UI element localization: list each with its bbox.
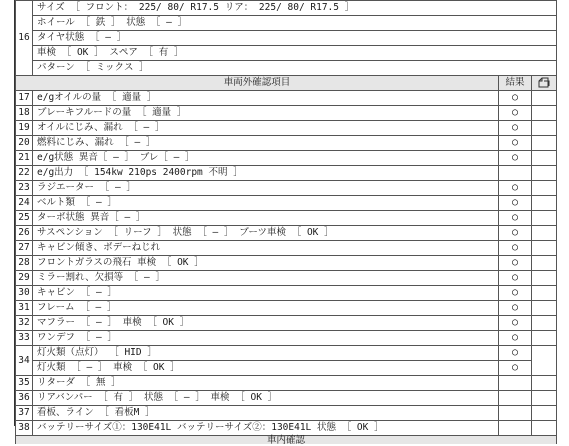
result-mark: ○: [499, 286, 532, 301]
result-mark: ○: [499, 181, 532, 196]
table-row: [16, 151, 557, 166]
item-text: フロントガラスの飛石 車検 ［ OK ］: [33, 256, 499, 271]
note-cell: [532, 196, 557, 211]
inspection-table: [15, 0, 557, 444]
item-text: バッテリーサイズ①：130E41L バッテリーサイズ②：130E41L 状態 ［ OK ］: [33, 421, 499, 436]
note-cell: [532, 271, 557, 286]
item-text: ミラー割れ、欠損等 ［ — ］: [33, 271, 499, 286]
table-row: [16, 361, 557, 376]
row-number: 17: [16, 91, 33, 106]
item-text: 看板、ライン ［ 看板M ］: [33, 406, 499, 421]
result-mark: ○: [499, 91, 532, 106]
item-text: 灯火類（点灯） ［ HID ］: [33, 346, 499, 361]
result-mark: ○: [499, 121, 532, 136]
item-text: e/g状態 異音［ — ］ ブレ［ — ］: [33, 151, 499, 166]
row-number: 33: [16, 331, 33, 346]
result-mark: ○: [499, 151, 532, 166]
result-mark: ○: [499, 346, 532, 361]
result-mark: ○: [499, 241, 532, 256]
table-row: [16, 226, 557, 241]
inspection-sheet: [14, 0, 557, 446]
note-cell: [532, 91, 557, 106]
item-text: e/gオイルの量 ［ 適量 ］: [33, 91, 499, 106]
note-cell: [532, 241, 557, 256]
row-number: 23: [16, 181, 33, 196]
table-row: [16, 121, 557, 136]
wheel-status: ホイール ［ 鉄 ］ 状態 ［ — ］: [33, 16, 557, 31]
table-row: [16, 316, 557, 331]
item-text: e/g出力 ［ 154kw 210ps 2400rpm 不明 ］: [33, 166, 499, 181]
row-number: 37: [16, 406, 33, 421]
item-text: ベルト類 ［ — ］: [33, 196, 499, 211]
section-title: [16, 436, 557, 445]
table-row: [16, 241, 557, 256]
row-number: 30: [16, 286, 33, 301]
table-row: [16, 211, 557, 226]
row-number: 25: [16, 211, 33, 226]
row-number: 29: [16, 271, 33, 286]
table-row: [16, 346, 557, 361]
table-row: [16, 166, 557, 181]
row-number: 36: [16, 391, 33, 406]
note-cell: [532, 421, 557, 436]
item-text: リターダ ［ 無 ］: [33, 376, 499, 391]
result-mark: ○: [499, 211, 532, 226]
item-text: マフラー ［ — ］ 車検 ［ OK ］: [33, 316, 499, 331]
tire-row: [16, 61, 557, 76]
item-text: ワンデフ ［ — ］: [33, 331, 499, 346]
table-row: [16, 136, 557, 151]
table-row: [16, 301, 557, 316]
result-mark: ○: [499, 361, 532, 376]
row-number: 18: [16, 106, 33, 121]
note-cell: [532, 406, 557, 421]
note-cell: [532, 121, 557, 136]
note-cell: [532, 226, 557, 241]
row-number-16: 16: [16, 1, 33, 76]
note-cell: [532, 181, 557, 196]
tire-condition: タイヤ状態 ［ — ］: [33, 31, 557, 46]
result-mark: ○: [499, 226, 532, 241]
row-number: 31: [16, 301, 33, 316]
item-text: 燃料にじみ、漏れ ［ — ］: [33, 136, 499, 151]
result-mark: ○: [499, 301, 532, 316]
result-mark: ○: [499, 316, 532, 331]
section-header: [16, 436, 557, 445]
table-row: [16, 376, 557, 391]
section-title: 車両外確認項目: [16, 76, 499, 91]
result-mark: ○: [499, 331, 532, 346]
result-mark: ○: [499, 271, 532, 286]
result-mark: ○: [499, 256, 532, 271]
item-text: ターボ状態 異音［ — ］: [33, 211, 499, 226]
note-cell: [532, 286, 557, 301]
result-mark: [499, 421, 532, 436]
section-header: [16, 76, 557, 91]
tire-size: サイズ ［ フロント： 225/ 80/ R17.5 リア： 225/ 80/ R17.5 ］: [33, 1, 557, 16]
row-number: 27: [16, 241, 33, 256]
table-row: [16, 196, 557, 211]
result-mark: ○: [499, 196, 532, 211]
result-mark: ○: [499, 106, 532, 121]
item-text: オイルにじみ、漏れ ［ — ］: [33, 121, 499, 136]
footer-title: 車内確認: [267, 435, 306, 446]
note-cell: [532, 211, 557, 226]
item-text: キャビン ［ — ］: [33, 286, 499, 301]
row-number: 26: [16, 226, 33, 241]
note-cell: [532, 151, 557, 166]
note-cell: [532, 136, 557, 151]
table-row: [16, 286, 557, 301]
header-icon-cell: [532, 76, 557, 91]
tire-row: [16, 1, 557, 16]
item-text: リアバンパー ［ 有 ］ 状態 ［ — ］ 車検 ［ OK ］: [33, 391, 499, 406]
table-row: [16, 421, 557, 436]
tire-row: [16, 31, 557, 46]
row-number: 34: [16, 346, 33, 376]
item-text: ラジエーター ［ — ］: [33, 181, 499, 196]
notes-icon: [537, 77, 551, 88]
result-mark: ○: [499, 136, 532, 151]
note-cell: [532, 376, 557, 391]
tire-pattern: パターン ［ ミックス ］: [33, 61, 557, 76]
row-number: 19: [16, 121, 33, 136]
tire-row: [16, 46, 557, 61]
item-text: キャビン傾き、ボデーねじれ: [33, 241, 499, 256]
result-mark: [499, 376, 532, 391]
item-text: 灯火類 ［ — ］ 車検 ［ OK ］: [33, 361, 499, 376]
table-row: [16, 181, 557, 196]
table-row: [16, 271, 557, 286]
row-number: 21: [16, 151, 33, 166]
result-header: 結果: [499, 76, 532, 91]
table-row: [16, 106, 557, 121]
row-number: 20: [16, 136, 33, 151]
tire-row: [16, 16, 557, 31]
table-row: [16, 91, 557, 106]
note-cell: [532, 166, 557, 181]
table-row: [16, 391, 557, 406]
row-number: 38: [16, 421, 33, 436]
note-cell: [532, 331, 557, 346]
table-row: [16, 406, 557, 421]
note-cell: [532, 256, 557, 271]
result-mark: [499, 166, 532, 181]
row-number: 28: [16, 256, 33, 271]
note-cell: [532, 301, 557, 316]
inspection-spare: 車検 ［ OK ］ スペア ［ 有 ］: [33, 46, 557, 61]
item-text: フレーム ［ — ］: [33, 301, 499, 316]
result-mark: [499, 391, 532, 406]
note-cell: [532, 316, 557, 331]
row-number: 35: [16, 376, 33, 391]
row-number: 32: [16, 316, 33, 331]
row-number: 22: [16, 166, 33, 181]
table-row: [16, 331, 557, 346]
row-number: 24: [16, 196, 33, 211]
item-text: サスペンション ［ リーフ ］ 状態 ［ — ］ ブーツ車検 ［ OK ］: [33, 226, 499, 241]
note-cell: [532, 106, 557, 121]
item-text: ブレーキフルードの量 ［ 適量 ］: [33, 106, 499, 121]
table-row: [16, 256, 557, 271]
note-cell: [532, 346, 557, 376]
result-mark: [499, 406, 532, 421]
note-cell: [532, 391, 557, 406]
